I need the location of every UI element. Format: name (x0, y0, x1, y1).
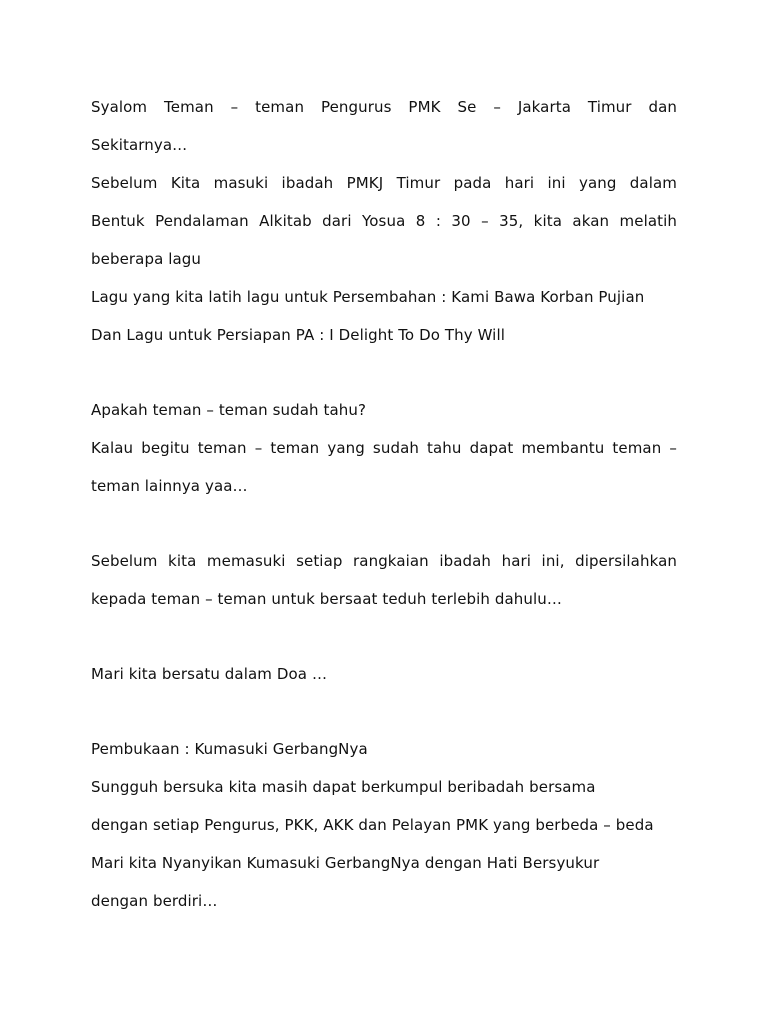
text-line: Kalau begitu teman – teman yang sudah tahu dapat membantu teman – (91, 439, 677, 457)
text-line: Syalom Teman – teman Pengurus PMK Se – Jakarta Timur dan (91, 98, 677, 116)
text-line: Apakah teman – teman sudah tahu? (91, 401, 367, 419)
text-line: Mari kita bersatu dalam Doa … (91, 665, 328, 683)
text-line: Sebelum kita memasuki setiap rangkaian ibadah hari ini, dipersilahkan (91, 552, 677, 570)
text-line: Sekitarnya… (91, 136, 188, 154)
text-line: Dan Lagu untuk Persiapan PA : I Delight To Do Thy Will (91, 326, 505, 344)
text-line: teman lainnya yaa… (91, 477, 248, 495)
text-line: beberapa lagu (91, 250, 202, 268)
text-line: Sebelum Kita masuki ibadah PMKJ Timur pada hari ini yang dalam (91, 174, 677, 192)
text-line: kepada teman – teman untuk bersaat teduh terlebih dahulu… (91, 590, 562, 608)
text-line: Bentuk Pendalaman Alkitab dari Yosua 8 : 30 – 35, kita akan melatih (91, 212, 677, 230)
text-line: Mari kita Nyanyikan Kumasuki GerbangNya dengan Hati Bersyukur (91, 854, 600, 872)
text-line: dengan setiap Pengurus, PKK, AKK dan Pelayan PMK yang berbeda – beda (91, 816, 654, 834)
text-line: Lagu yang kita latih lagu untuk Persembahan : Kami Bawa Korban Pujian (91, 288, 645, 306)
text-line: Sungguh bersuka kita masih dapat berkumpul beribadah bersama (91, 778, 596, 796)
text-line: dengan berdiri… (91, 892, 218, 910)
text-line: Pembukaan : Kumasuki GerbangNya (91, 740, 368, 758)
